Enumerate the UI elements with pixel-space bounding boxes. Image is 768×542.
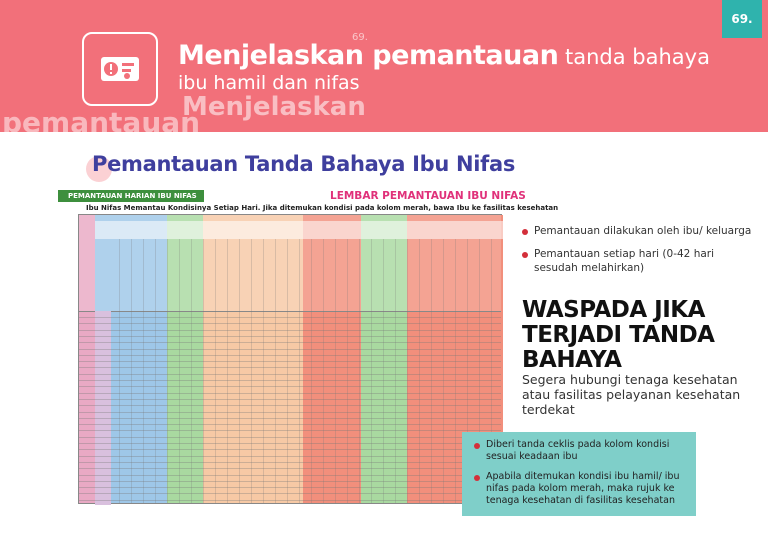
info-bullet: Pemantauan dilakukan oleh ibu/ keluarga	[522, 224, 752, 238]
sheet-tag: PEMANTAUAN HARIAN IBU NIFAS	[58, 190, 204, 202]
grid-col-rule	[443, 239, 444, 503]
grid-col-rule	[179, 239, 180, 503]
grid-col-rule	[431, 239, 432, 503]
section-title	[92, 152, 515, 176]
echo-subtitle: pemantauan	[2, 106, 201, 139]
grid-col-rule	[215, 239, 216, 503]
grid-col-rule	[383, 239, 384, 503]
monitoring-grid	[78, 214, 502, 504]
section-title-text: Pemantauan Tanda Bahaya Ibu Nifas	[92, 152, 516, 176]
grid-col-rule	[263, 239, 264, 503]
grid-col-rule	[119, 239, 120, 503]
grid-col-rule	[191, 239, 192, 503]
grid-col-rule	[455, 239, 456, 503]
page-title	[178, 40, 710, 71]
grid-col-rule	[311, 239, 312, 503]
sheet-title: LEMBAR PEMANTAUAN IBU NIFAS	[330, 190, 526, 202]
warning-line: BAHAYA	[522, 347, 622, 373]
info-bullets	[522, 224, 752, 284]
grid-col-rule	[143, 239, 144, 503]
grid-col-rule	[167, 239, 168, 503]
period-block-1	[95, 311, 111, 366]
grid-col-rule	[419, 239, 420, 503]
grid-col-rule	[395, 239, 396, 503]
grid-col-rule	[299, 239, 300, 503]
grid-col-rule	[347, 239, 348, 503]
monitoring-icon	[82, 32, 158, 106]
grid-col-rule	[155, 239, 156, 503]
grid-col-rule	[131, 239, 132, 503]
grid-col-rule	[323, 239, 324, 503]
grid-col-rule	[251, 239, 252, 503]
info-bullet: Pemantauan setiap hari (0-42 hari sesudah melahirkan)	[522, 247, 752, 275]
page-subtitle: ibu hamil dan nifas	[178, 72, 360, 94]
note-item: Diberi tanda ceklis pada kolom kondisi sesuai keadaan ibu	[474, 439, 686, 463]
note-item: Apabila ditemukan kondisi ibu hamil/ ibu nifas pada kolom merah, maka rujuk ke tenaga kesehatan di fasilitas kesehatan	[474, 471, 686, 507]
echo-page-number: 69.	[352, 32, 368, 43]
grid-col-rule	[203, 239, 204, 503]
warning-line: WASPADA JIKA	[522, 297, 705, 323]
grid-col-rule	[227, 239, 228, 503]
title-light: tanda bahaya	[558, 45, 710, 69]
warning-line: TERJADI TANDA	[522, 322, 715, 348]
page-number: 69.	[722, 0, 762, 38]
note-box	[462, 432, 696, 516]
illustration-row	[95, 221, 503, 239]
grid-col-rule	[407, 239, 408, 503]
sheet-subtitle: Ibu Nifas Memantau Kondisinya Setiap Hari. Jika ditemukan kondisi pada kolom merah, bawa Ibu ke fasilitas kesehatan	[86, 204, 559, 212]
action-text: Segera hubungi tenaga kesehatan atau fasilitas pelayanan kesehatan terdekat	[522, 372, 741, 417]
warning-heading	[522, 298, 714, 373]
grid-col-rule	[335, 239, 336, 503]
grid-col-rule	[287, 239, 288, 503]
title-bold: Menjelaskan pemantauan	[178, 40, 559, 71]
grid-col-rule	[371, 239, 372, 503]
monitoring-sheet	[58, 190, 559, 504]
echo-title: Menjelaskan	[182, 92, 366, 122]
grid-col-rule	[359, 239, 360, 503]
grid-col-rule	[239, 239, 240, 503]
grid-col-rule	[275, 239, 276, 503]
